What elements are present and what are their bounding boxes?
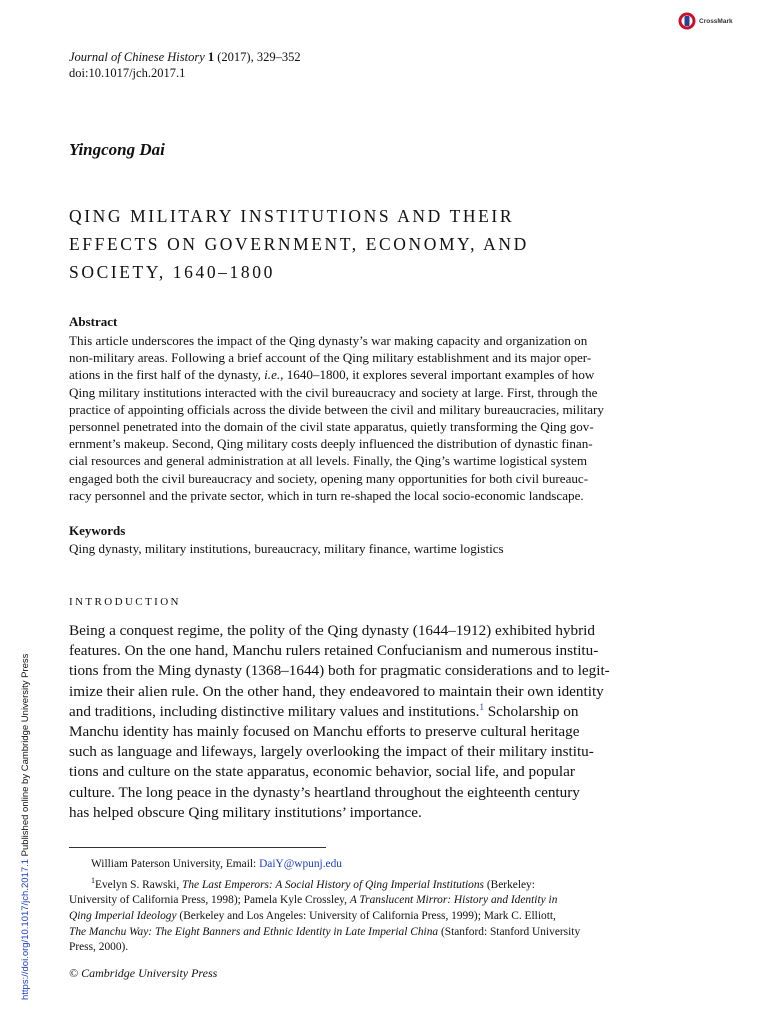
journal-name: Journal of Chinese History [69,50,205,64]
body-line-part: and traditions, including distinctive military values and institutions. [69,702,480,720]
abstract-line [69,366,688,383]
footnote-line [69,925,688,941]
body-line: tions from the Ming dynasty (1368–1644) both for pragmatic considerations and to legit- [69,662,610,680]
abstract-text [69,332,688,504]
crossmark-icon [678,12,696,30]
body-line: Manchu identity has mainly focused on Manchu efforts to preserve cultural heritage [69,723,580,741]
footnote-line [69,893,688,909]
body-line-part: Scholarship on [483,702,579,720]
introduction-body [69,621,688,823]
footnotes [69,857,688,956]
affiliation-text: William Paterson University, Email: [91,858,260,870]
crossmark-badge[interactable] [678,12,733,30]
email-link[interactable]: DaiY@wpunj.edu [259,858,342,870]
abstract-line: Qing military institutions interacted with the civil bureaucracy and society at large. First, through the [69,384,598,400]
body-line: culture. The long peace in the dynasty’s heartland throughout the eighteenth century [69,783,580,801]
abstract-line: non-military areas. Following a brief account of the Qing military establishment and its major oper- [69,350,592,366]
introduction-heading: INTRODUCTION [69,596,181,608]
journal-doi: doi:10.1017/jch.2017.1 [69,66,186,80]
side-published-text: Published online by Cambridge University Press [20,653,31,859]
abstract-line: cial resources and general administration at all levels. Finally, the Qing’s wartime logistical system [69,453,588,469]
footnote-line [69,909,688,925]
body-line: Being a conquest regime, the polity of the Qing dynasty (1644–1912) exhibited hybrid [69,622,595,639]
keywords-text: Qing dynasty, military institutions, bureaucracy, military finance, wartime logistics [69,541,504,556]
title-line: QING MILITARY INSTITUTIONS AND THEIR [69,206,515,226]
abstract-line-part: ations in the first half of the dynasty, [69,367,261,383]
abstract-line: ernment’s makeup. Second, Qing military costs deeply influenced the distribution of dynastic finan- [69,436,593,452]
article-title [69,202,709,286]
footnote-divider [69,847,326,848]
abstract-line: personnel penetrated into the domain of the civil state apparatus, quietly transforming the Qing gov- [69,419,594,435]
footnote-text: University of California Press, 1998); Pamela Kyle Crossley, [69,894,350,907]
footnote-line [69,873,688,894]
body-line: imize their alien rule. On the other hand, they endeavored to maintain their own identity [69,682,604,700]
abstract-line: racy personnel and the private sector, which in turn re-shaped the local socio-economic landscape. [69,487,584,503]
abstract-line: This article underscores the impact of the Qing dynasty’s war making capacity and organization on [69,333,588,348]
author-name: Yingcong Dai [69,140,165,159]
affiliation-note [69,857,688,873]
body-line: such as language and lifeways, largely overlooking the impact of their military institu- [69,743,594,761]
footnote-text: (Stanford: Stanford University [438,925,581,938]
abstract-line: practice of appointing officials across the divide between the civil and military bureaucracies, military [69,401,604,417]
body-line: has helped obscure Qing military institutions’ importance. [69,803,422,821]
footnote-ref-link[interactable]: 1 [479,701,484,712]
side-doi-link[interactable]: https://doi.org/10.1017/jch.2017.1 [20,858,31,1000]
abstract-heading: Abstract [69,314,118,329]
abstract-line-part: , 1640–1800, it explores several important examples of how [280,367,595,383]
footnote-number: 1 [91,875,95,885]
crossmark-label: CrossMark [699,17,733,25]
footnote-book-title: Qing Imperial Ideology [69,909,177,922]
abstract-line: engaged both the civil bureaucracy and society, opening many opportunities for both civil bureauc- [69,470,589,486]
copyright-notice: © Cambridge University Press [69,966,218,980]
body-line: tions and culture on the state apparatus, economic behavior, social life, and popular [69,763,575,781]
footnote-text: (Berkeley and Los Angeles: University of California Press, 1999); Mark C. Elliott, [176,909,556,922]
body-line [69,702,688,722]
journal-volume: 1 [207,50,215,64]
footnote-book-title: The Last Emperors: A Social History of Qing Imperial Institutions [182,878,484,891]
footnote-book-title: A Translucent Mirror: History and Identity in [349,894,558,907]
journal-year-pages: (2017), 329–352 [214,50,301,64]
side-doi-banner [20,620,31,1000]
title-line: SOCIETY, 1640–1800 [69,262,275,282]
footnote-line: Press, 2000). [69,941,129,954]
abstract-ie: i.e. [264,367,281,383]
title-line: EFFECTS ON GOVERNMENT, ECONOMY, AND [69,234,529,254]
footnote-text: Evelyn S. Rawski, [95,878,183,891]
journal-info [69,49,301,81]
footnote-book-title: The Manchu Way: The Eight Banners and Ethnic Identity in Late Imperial China [69,925,439,938]
keywords-heading: Keywords [69,523,126,538]
body-line: features. On the one hand, Manchu rulers retained Confucianism and numerous institu- [69,642,599,660]
footnote-text: (Berkeley: [483,878,535,891]
